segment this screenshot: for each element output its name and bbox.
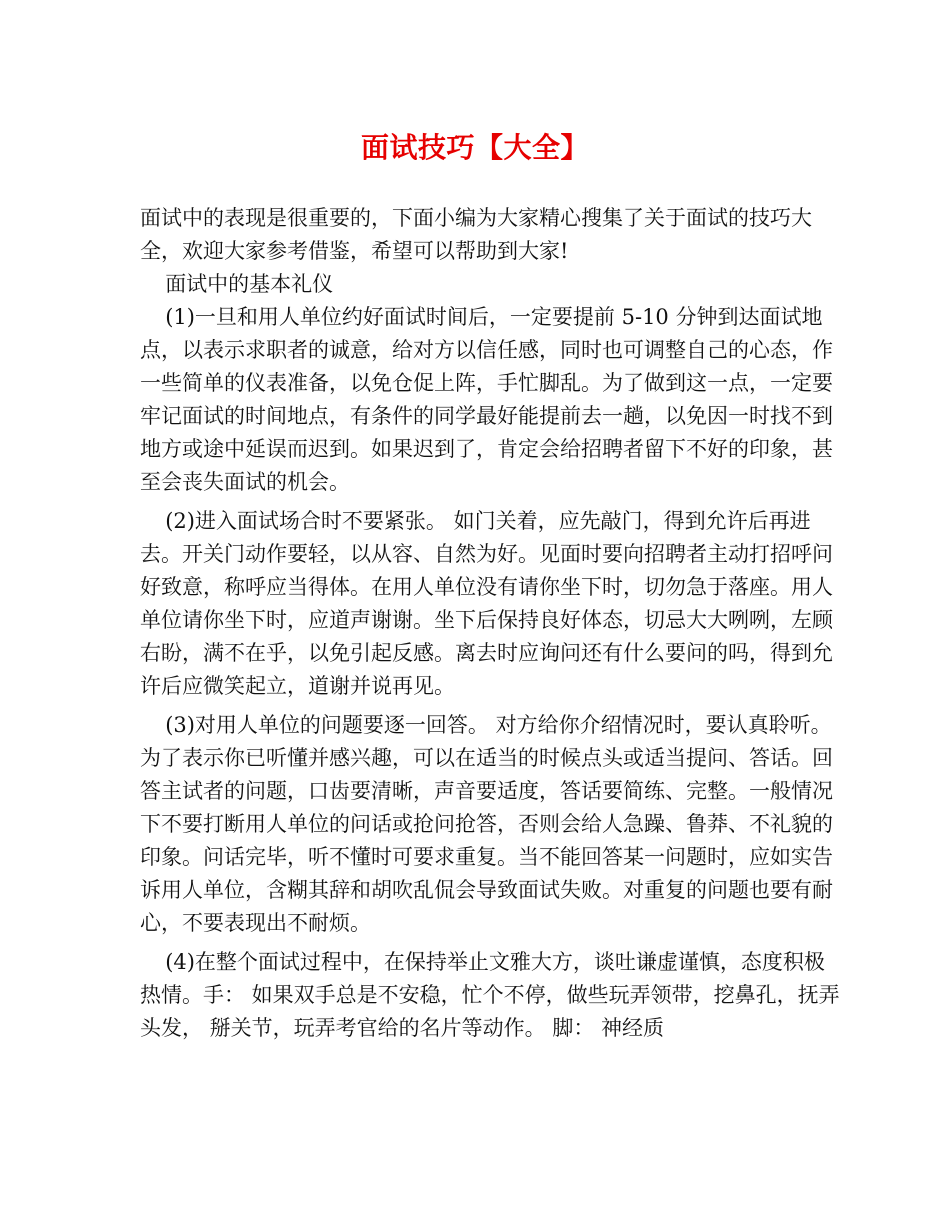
intro-paragraph: 面试中的表现是很重要的，下面小编为大家精心搜集了关于面试的技巧大全，欢迎大家参考借鉴，希望可以帮助到大家! [140, 206, 812, 263]
paragraph-item-4: (4)在整个面试过程中，在保持举止文雅大方，谈吐谦虚谨慎，态度积极热情。手： 如果双手总是不安稳，忙个不停，做些玩弄领带，挖鼻孔，抚弄头发， 掰关节，玩弄考官给的名片等动作。 脚： 神经质 [140, 950, 840, 1040]
document-body [140, 202, 840, 1045]
paragraph-item-2: (2)进入面试场合时不要紧张。 如门关着，应先敲门，得到允许后再进去。开关门动作要轻，以从容、自然为好。见面时要向招聘者主动打招呼问好致意，称呼应当得体。在用人单位没有请你坐下时，切勿急于落座。用人单位请你坐下时，应道声谢谢。坐下后保持良好体态，切忌大大咧咧，左顾右盼，满不在乎，以免引起反感。离去时应询问还有什么要问的吗，得到允许后应微笑起立，道谢并说再见。 [140, 509, 833, 698]
document-title: 面试技巧【大全】 [360, 131, 589, 164]
paragraph-item-1: (1)一旦和用人单位约好面试时间后，一定要提前 5-10 分钟到达面试地点，以表示求职者的诚意，给对方以信任感，同时也可调整自己的心态，作一些简单的仪表准备，以免仓促上阵，手忙脚乱。为了做到这一点，一定要牢记面试的时间地点，有条件的同学最好能提前去一趟，以免因一时找不到地方或途中延误而迟到。如果迟到了，肯定会给招聘者留下不好的印象，甚至会丧失面试的机会。 [140, 305, 833, 494]
paragraph-item-3: (3)对用人单位的问题要逐一回答。 对方给你介绍情况时，要认真聆听。为了表示你已听懂并感兴趣，可以在适当的时候点头或适当提问、答话。回答主试者的问题，口齿要清晰，声音要适度，答话要简练、完整。一般情况下不要打断用人单位的问话或抢问抢答，否则会给人急躁、鲁莽、不礼貌的印象。问话完毕，听不懂时可要求重复。当不能回答某一问题时，应如实告诉用人单位，含糊其辞和胡吹乱侃会导致面试失败。对重复的问题也要有耐心，不要表现出不耐烦。 [140, 713, 833, 935]
section-heading: 面试中的基本礼仪 [165, 272, 334, 296]
